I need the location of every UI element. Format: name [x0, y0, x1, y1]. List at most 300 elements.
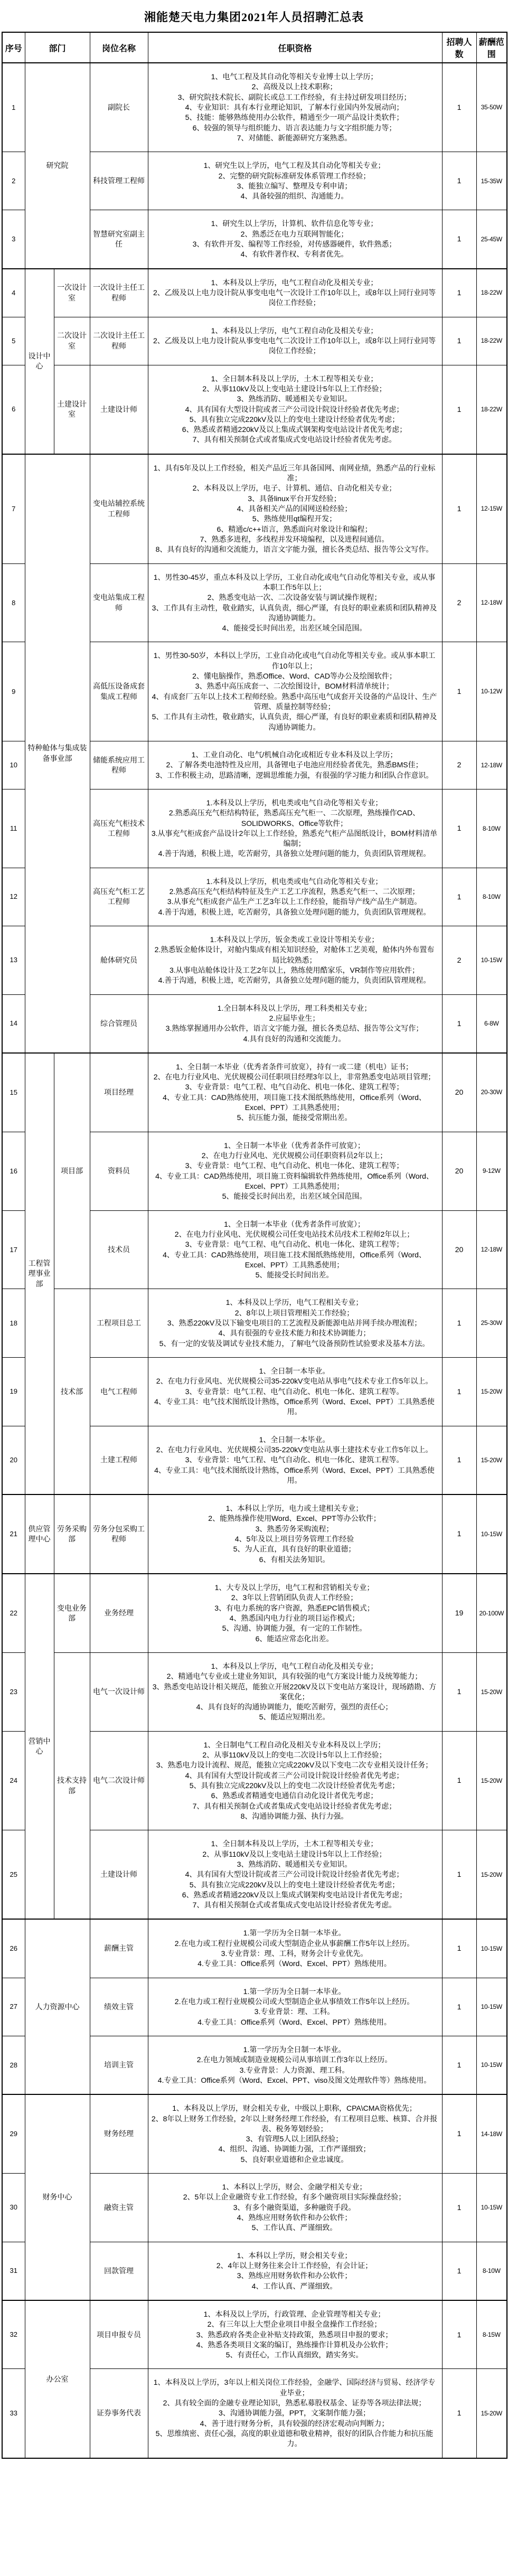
qualification-item: 5、能适应短期出差。: [259, 1713, 330, 1722]
header-salary: 薪酬范围: [476, 32, 507, 63]
qualifications-cell: [148, 454, 442, 563]
headcount-cell: 1: [442, 152, 476, 210]
salary-cell: 15-20W: [476, 1652, 507, 1731]
qualification-item: 1、全日制一本毕业（优秀者条件可放宽）；: [224, 1219, 365, 1228]
row-number: 23: [2, 1652, 25, 1731]
qualifications-cell: [148, 1652, 442, 1731]
qualification-item: 1、本科及以上学历，电气工程自动化及相关专业；: [211, 326, 378, 335]
qualification-item: 3、熟练消防、暖通相关专业知识。: [237, 394, 352, 403]
qualification-item: 3、熟悉政府各类企业补贴支持政策，熟悉项目申报的要求；: [196, 2330, 393, 2339]
sub-department-cell: 项目部: [54, 1053, 90, 1289]
headcount-cell: 2: [442, 741, 476, 789]
qualification-item: 4、工作认真、严谨细致。: [251, 2281, 337, 2290]
salary-cell: 18-22W: [476, 269, 507, 317]
header-position: 岗位名称: [90, 32, 148, 63]
salary-cell: 15-20W: [476, 2369, 507, 2458]
qualification-item: 4.专业工具：Office系列（Word、Excel、PPT、viso及图文处理软件等）熟练使用。: [157, 2075, 431, 2084]
header-row: [2, 32, 507, 63]
salary-cell: 15-20W: [476, 1426, 507, 1494]
position-cell: 项目申报专员: [90, 2300, 148, 2369]
row-number: 11: [2, 789, 25, 868]
qualification-item: 3、专业背景：电气工程、电气自动化、机电一体化、建筑工程等。: [185, 1387, 404, 1396]
table-row: [2, 2094, 507, 2173]
qualification-item: 3、熟悉220kV及以下输变电项目的工艺流程及新能源电站并网手续办理流程；: [167, 1319, 422, 1328]
headcount-cell: 1: [442, 1830, 476, 1920]
qualification-item: 2、熟悉泛在电力互联网智能化；: [240, 229, 349, 238]
salary-cell: 8-10W: [476, 2242, 507, 2300]
qualification-item: 2、高级及以上技术职称；: [251, 82, 337, 91]
salary-cell: 10-15W: [476, 2174, 507, 2242]
sub-department-cell: 土建设计室: [54, 365, 90, 454]
qualification-item: 2、能熟练操作使用Word、Excel、PPT等办公软件；: [208, 1514, 381, 1523]
salary-cell: 10-12W: [476, 642, 507, 741]
headcount-cell: 1: [442, 2300, 476, 2369]
position-cell: 电气工程师: [90, 1358, 148, 1426]
qualification-item: 1、男性30-45岁，重点本科及以上学历，工业自动化或电气自动化等相关专业，或从事本职工作5年以上；: [153, 572, 436, 591]
row-number: 6: [2, 365, 25, 454]
qualification-item: 4、5年及以上项目劳务管理工作经验: [234, 1535, 354, 1544]
position-cell: 融资主管: [90, 2174, 148, 2242]
department-cell: 研究院: [25, 63, 90, 269]
qualifications-cell: [148, 642, 442, 741]
salary-cell: 8-15W: [476, 2300, 507, 2369]
qualification-item: 8、具有良好的沟通和交流能力，语言文字能力强，擅长各类总结、报告等公文写作。: [155, 545, 434, 554]
qualification-item: 6、熟悉或者精通变电通信自动化设计者优先考虑；: [211, 1791, 378, 1800]
position-cell: 项目经理: [90, 1053, 148, 1132]
qualification-item: 3、熟练应用财务软件和办公软件；: [237, 2271, 352, 2280]
qualification-item: 3、熟悉电力设计流程、规范，能独立完成220kV及以下变电二次专业相关设计任务；: [156, 1761, 433, 1770]
qualifications-cell: [148, 741, 442, 789]
row-number: 2: [2, 152, 25, 210]
position-cell: 绩效主管: [90, 1978, 148, 2036]
qualification-item: 1、全日制一本毕业。: [259, 1435, 330, 1444]
row-number: 16: [2, 1132, 25, 1210]
salary-cell: 12-18W: [476, 1210, 507, 1289]
qualification-item: 3、工作积极主动，思路清晰，逻辑思维能力强，有很强的学习能力和团队合作意识。: [155, 770, 434, 779]
qualification-item: 2、在电力行业风电、光伏规模公司任变电站技术员/技术工程师2年以上；: [174, 1229, 415, 1238]
qualification-item: 2、具有较全面的金融专业理论知识，熟悉私募股权基金、证券等各项法律法规；: [163, 2399, 426, 2408]
qualification-item: 3.专业背景：理、工科。: [254, 2007, 335, 2016]
qualification-item: 4、专业工具：电气技术图纸设计熟练，Office系列（Word、Excel、PPT）工具熟悉使用。: [154, 1397, 435, 1416]
qualifications-cell: [148, 1494, 442, 1574]
qualification-item: 3、有软件开发、编程等工作经验，对传感器硬件，软件熟悉；: [192, 240, 397, 249]
salary-cell: 14-18W: [476, 2094, 507, 2173]
salary-cell: 20-100W: [476, 1574, 507, 1652]
qualification-item: 3.从事充气柜成套产品设计2年以上工作经验，熟悉充气柜产品图纸设计，BOM材料清单编制；: [151, 829, 438, 848]
headcount-cell: 1: [442, 1358, 476, 1426]
qualification-item: 4、专业工具：CAD熟练使用，项目施工技术图纸熟练使用，Office系列（Word、Excel、PPT）工具熟悉使用；: [163, 1093, 426, 1112]
qualification-item: 5、具有独立完成220kV及以上的变电土建设计经验者优先考虑；: [189, 415, 400, 424]
row-number: 4: [2, 269, 25, 317]
qualifications-cell: [148, 2174, 442, 2242]
position-cell: 科技管理工程师: [90, 152, 148, 210]
salary-cell: 9-12W: [476, 1132, 507, 1210]
header-headcount: 招聘人数: [442, 32, 476, 63]
salary-cell: 18-22W: [476, 317, 507, 365]
department-cell: 供应管理中心: [25, 1494, 54, 1574]
qualifications-cell: [148, 317, 442, 365]
headcount-cell: 2: [442, 563, 476, 642]
qualifications-cell: [148, 2369, 442, 2458]
headcount-cell: 20: [442, 1210, 476, 1289]
qualification-item: 2、5年以上企业融资专业工作经验，有多个融资项目实际操盘经验；: [183, 2193, 406, 2202]
qualification-item: 7、对储能、新能源研究方案熟悉。: [237, 133, 352, 142]
qualification-item: 5、技能：能够熟练使用办公软件，精通至少一项产品设计类软件；: [185, 113, 404, 122]
qualifications-cell: [148, 994, 442, 1053]
qualification-item: 4、具有国有大型设计院或者三产公司设计院设计经验者优先考虑；: [185, 405, 404, 413]
qualification-item: 2、完整的研究院标准研发体系管理工作经验；: [218, 171, 371, 180]
qualification-item: 7、具有相关预制仓式或者集成式变电站设计经验者优先考虑。: [192, 435, 397, 444]
qualification-item: 3.专业背景：理、工科，财务会计专业优先。: [221, 1949, 368, 1958]
qualifications-cell: [148, 1978, 442, 2036]
qualification-item: 1、全日制电气工程自动化及相关专业本科及以上学历；: [203, 1740, 385, 1749]
headcount-cell: 1: [442, 642, 476, 741]
qualifications-cell: [148, 2094, 442, 2173]
qualification-item: 6、熟悉或者精通220kV及以上集成式钢架构变电站设计者优先考虑；: [182, 1890, 407, 1899]
table-row: [2, 1289, 507, 1358]
qualification-item: 1、本科及以上学历，财会相关专业，中级以上职称，CPA\CMA资格优先；: [172, 2104, 417, 2113]
qualification-item: 6、精通c/c++语言，熟悉面向对象设计和编程；: [217, 524, 372, 533]
qualification-item: 1、全日制一本毕业。: [259, 1367, 330, 1375]
qualification-item: 1.第一学历为全日制一本毕业。: [243, 1987, 346, 1996]
qualification-item: 3.专业背景：人力资源、理工科。: [239, 2065, 350, 2074]
qualification-item: 5、良好职业道德和企业忠诚度。: [240, 2155, 349, 2164]
qualifications-cell: [148, 1132, 442, 1210]
qualification-item: 3.从事充气柜成套产品生产工艺3年以上工作经验，能指导产线产品生产制造。: [167, 897, 422, 906]
table-row: [2, 1053, 507, 1132]
qualifications-cell: [148, 1053, 442, 1132]
qualifications-cell: [148, 563, 442, 642]
qualification-item: 3、有电力系统的客户资源，熟悉EPC销售模式；: [214, 1603, 374, 1612]
qualification-item: 2、熟悉变电站一次、二次设备安装与调试操作规程；: [207, 593, 382, 602]
department-cell: 工程管理事业部: [25, 1053, 54, 1494]
qualification-item: 4、具有国有大型设计院或者三产公司设计院设计经验者优先考虑；: [185, 1771, 404, 1780]
headcount-cell: 1: [442, 2094, 476, 2173]
qualification-item: 2.应届毕业生；: [269, 1013, 320, 1022]
department-cell: 财务中心: [25, 2094, 90, 2300]
qualification-item: 2、从事110kV及以上变电站土建设计5年以上工作经验；: [202, 1849, 387, 1858]
qualification-item: 1、本科以上学历，财会相关专业；: [237, 2251, 352, 2260]
qualification-item: 2、8年以上项目管理相关工作经验；: [234, 1308, 354, 1317]
qualification-item: 2.在电力或工程行业规模公司或大型制造企业从事薪酬工作5年以上经历。: [174, 1939, 415, 1948]
qualification-item: 1、研究生以上学历，电气工程及其自动化等相关专业；: [203, 161, 385, 170]
qualifications-cell: [148, 1358, 442, 1426]
headcount-cell: 1: [442, 63, 476, 152]
position-cell: 综合管理员: [90, 994, 148, 1053]
qualification-item: 1、男性30-50岁，本科以上学历，工业自动化或电气自动化等相关专业。或从事本职工作10年以上；: [153, 651, 436, 670]
table-row: [2, 1494, 507, 1574]
position-cell: 技术员: [90, 1210, 148, 1289]
qualification-item: 4、具备较强的组织、沟通能力。: [240, 192, 349, 201]
qualification-item: 1、大专及以上学历，电气工程和营销相关专业；: [214, 1583, 374, 1592]
salary-cell: 35-50W: [476, 63, 507, 152]
department-cell: 特种舱体与集成装备事业部: [25, 454, 90, 1053]
qualification-item: 3、熟练消防、暖通相关专业知识。: [237, 1859, 352, 1868]
qualification-item: 6、能适应常态化出差。: [255, 1634, 334, 1643]
qualification-item: 1.本科及以上学历，机电类或电气自动化等相关专业；: [206, 798, 383, 807]
sub-department-cell: 变电业务部: [54, 1574, 90, 1652]
qualification-item: 1、本科以上学历，财会、金融学相关专业；: [222, 2183, 367, 2192]
qualification-item: 4.专业工具：Office系列（Word、Excel、PPT）熟练使用。: [197, 2017, 391, 2026]
salary-cell: 10-15W: [476, 926, 507, 995]
headcount-cell: 1: [442, 2369, 476, 2458]
qualification-item: 4.善于沟通，积极上进，吃苦耐劳，具备独立处理问题的能力，负责团队管理规程。: [158, 976, 431, 985]
position-cell: 工程项目总工: [90, 1289, 148, 1358]
qualification-item: 1、全日制一本毕业（优秀者条件可放宽），持有一或二建（机电）证书；: [176, 1062, 413, 1071]
qualifications-cell: [148, 789, 442, 868]
qualification-item: 1.本科及以上学历，钣金类或工业设计等相关专业；: [210, 935, 379, 944]
qualification-item: 5、具有独立完成220kV及以上的变电土建设计经验者优先考虑；: [189, 1880, 400, 1889]
recruitment-table-body: [2, 63, 507, 2458]
row-number: 33: [2, 2369, 25, 2458]
qualification-item: 2、在电力行业风电、光伏规模公司任职项目经理3年以上，非常熟悉变电站项目管理；: [153, 1073, 436, 1082]
row-number: 13: [2, 926, 25, 995]
headcount-cell: 1: [442, 1731, 476, 1830]
position-cell: 资料员: [90, 1132, 148, 1210]
qualification-item: 1.全日制本科及以上学历，理工科类相关专业；: [217, 1003, 372, 1012]
qualification-item: 4.专业工具：Office系列（Word、Excel、PPT）熟练使用。: [197, 1959, 391, 1968]
qualification-item: 2、了解各类电池特性及应用，具备锂电子电池应用经验者优先，熟悉BMS佳；: [166, 760, 423, 769]
headcount-cell: 1: [442, 1289, 476, 1358]
qualifications-cell: [148, 2036, 442, 2094]
qualification-item: 2.熟悉高压充气柜结构特征，熟悉高压充气柜一、二次原理，熟练操作CAD、SOLIDWORKS、Office等软件；: [168, 808, 420, 828]
qualification-item: 1、本科及以上学历，电气工程自动化及相关专业；: [211, 1661, 378, 1670]
qualification-item: 3、专业背景：电气工程、电气自动化、机电一体化、建筑工程等；: [185, 1240, 404, 1249]
qualifications-cell: [148, 1919, 442, 1978]
row-number: 10: [2, 741, 25, 789]
qualification-item: 2、4年以上财务往来会计工作经验，有会计证；: [216, 2261, 373, 2270]
qualification-item: 5、熟练使用qt编程开发；: [252, 514, 337, 523]
headcount-cell: 1: [442, 365, 476, 454]
row-number: 31: [2, 2242, 25, 2300]
qualification-item: 4、专业工具：电气技术图纸设计熟练，Office系列（Word、Excel、PPT）工具熟悉使用。: [154, 1465, 435, 1484]
sub-department-cell: 一次设计室: [54, 269, 90, 317]
qualification-item: 4、专业工具：CAD熟练使用，项目施工资料编辑软件熟练使用，Office系列（Word、Excel、PPT）工具熟悉使用；: [155, 1171, 434, 1190]
qualification-item: 5、沟通、协调能力强，有一定的工作韧性。: [222, 1624, 367, 1633]
qualification-item: 3、具备linux平台开发经验；: [248, 494, 341, 503]
qualification-item: 5、工作认真、严谨细致。: [251, 2223, 337, 2232]
qualification-item: 4、具有很强的专业技术能力和技术协调能力；: [218, 1329, 371, 1338]
headcount-cell: 1: [442, 1919, 476, 1978]
position-cell: 高压充气柜工艺工程师: [90, 868, 148, 926]
position-cell: 土建设计师: [90, 1830, 148, 1920]
row-number: 29: [2, 2094, 25, 2173]
page-title: 湘能楚天电力集团2021年人员招聘汇总表: [144, 11, 364, 24]
qualifications-cell: [148, 1731, 442, 1830]
qualification-item: 2.在电力领域或制造业规模公司从事培训工作3年以上经历。: [196, 2055, 392, 2064]
qualifications-cell: [148, 868, 442, 926]
qualification-item: 5、能接受长时间出差。: [255, 1271, 334, 1280]
salary-cell: 15-20W: [476, 1358, 507, 1426]
qualification-item: 2、从事110kV及以上的变电二次设计5年以上工作经验；: [202, 1751, 387, 1760]
position-cell: 回款管理: [90, 2242, 148, 2300]
qualification-item: 1、工业自动化、电气/机械自动化或相近专业本科及以上学历；: [191, 750, 398, 759]
salary-cell: 25-45W: [476, 210, 507, 269]
department-cell: 设计中心: [25, 269, 54, 454]
qualification-item: 1、本科以上学历，电力或土建相关专业；: [225, 1504, 363, 1513]
qualifications-cell: [148, 1426, 442, 1494]
row-number: 21: [2, 1494, 25, 1574]
qualifications-cell: [148, 926, 442, 995]
qualification-item: 4、熟悉国内电力行业的项目运作模式；: [229, 1613, 360, 1622]
position-cell: 智慧研究室副主任: [90, 210, 148, 269]
qualification-item: 4、能接受长时间出差，出差区域全国范围。: [222, 624, 367, 633]
table-row: [2, 1919, 507, 1978]
qualifications-cell: [148, 210, 442, 269]
qualification-item: 2、在电力行业风电、光伏规模公司任职资料员2年以上；: [201, 1151, 388, 1160]
headcount-cell: 1: [442, 1426, 476, 1494]
qualification-item: 3.从事电站舱体设计及工艺2年以上，熟练使用酷家乐，VR制作等应用软件；: [170, 965, 419, 974]
headcount-cell: 20: [442, 1132, 476, 1210]
qualification-item: 5、抗压能力强，能接受常期出差。: [237, 1113, 352, 1122]
qualification-item: 2、3年以上营销团队负责人工作经验；: [231, 1593, 358, 1602]
department-cell: 人力资源中心: [25, 1919, 90, 2094]
qualification-item: 3、熟悉中高压成套一、二次绘图设计，BOM材料清单统计；: [195, 682, 394, 691]
row-number: 27: [2, 1978, 25, 2036]
qualification-item: 6、有相关法务知识。: [259, 1555, 330, 1564]
qualification-item: 2.熟悉钣金舱体设计，对舱内集成有相关知识经验，对舱体工艺美观，舱体内外布置布局比较熟悉；: [154, 945, 435, 964]
position-cell: 高压充气柜技术工程师: [90, 789, 148, 868]
row-number: 8: [2, 563, 25, 642]
salary-cell: 12-15W: [476, 454, 507, 563]
qualification-item: 4.善于沟通，积极上进，吃苦耐劳，具备独立处理问题的能力，负责团队管理规程。: [158, 907, 431, 916]
row-number: 25: [2, 1830, 25, 1920]
qualification-item: 3、工作具有主动性，敬业踏实，认真负责，细心严谨，有良好的职业素质和团队精神及沟通协调能力。: [152, 603, 437, 622]
qualification-item: 5、具有独立完成220kV及以上的变电二次设计经验者优先考虑；: [189, 1781, 400, 1790]
qualifications-cell: [148, 152, 442, 210]
table-row: [2, 365, 507, 454]
qualification-item: 4、具备相关产品的国网送检经验；: [237, 504, 352, 513]
qualification-item: 4、组织、沟通、协调能力强，工作严谨细致；: [218, 2145, 371, 2154]
table-row: [2, 63, 507, 152]
qualification-item: 5、有一定的安装及调试专业技术能力，了解电气设备预防性试验要求及基本方法。: [159, 1339, 430, 1348]
position-cell: 证券事务代表: [90, 2369, 148, 2458]
salary-cell: 15-20W: [476, 1830, 507, 1920]
qualifications-cell: [148, 1830, 442, 1920]
row-number: 9: [2, 642, 25, 741]
department-cell: 营销中心: [25, 1574, 54, 1919]
qualification-item: 1.本科及以上学历，机电类或电气自动化等相关专业；: [206, 877, 383, 886]
qualification-item: 1、本科及以上学历，电气工程自动化及相关专业；: [211, 278, 378, 287]
salary-cell: 8-10W: [476, 789, 507, 868]
qualification-item: 4、熟练应用财务软件和办公软件；: [237, 2213, 352, 2222]
headcount-cell: 1: [442, 2174, 476, 2242]
position-cell: 电气一次设计师: [90, 1652, 148, 1731]
qualification-item: 4、熟悉各类项目文案的编订，熟练操作计算机及办公软件；: [196, 2340, 393, 2349]
row-number: 22: [2, 1574, 25, 1652]
salary-cell: 12-18W: [476, 563, 507, 642]
salary-cell: 10-15W: [476, 1494, 507, 1574]
qualification-item: 7、熟悉多进程，多线程并发环境编程，以及进程间通信。: [200, 534, 389, 543]
qualification-item: 3、专业背景：电气工程、电气自动化、机电一体化、建筑工程等。: [185, 1455, 404, 1464]
qualification-item: 2、有三年以上大型企业项目申报全盘操作工作经验；: [207, 2320, 382, 2329]
position-cell: 薪酬主管: [90, 1919, 148, 1978]
qualifications-cell: [148, 1210, 442, 1289]
salary-cell: 15-20W: [476, 1731, 507, 1830]
salary-cell: 8-10W: [476, 868, 507, 926]
row-number: 24: [2, 1731, 25, 1830]
salary-cell: 12-18W: [476, 741, 507, 789]
qualification-item: 1.第一学历为全日制一本毕业。: [243, 1929, 346, 1938]
header-qualifications: 任职资格: [148, 32, 442, 63]
headcount-cell: 1: [442, 317, 476, 365]
qualification-item: 5、思维缜密、责任心强，高度的职业道德和敬业精神，很好的团队合作能力和抗压能力。: [155, 2429, 434, 2448]
qualifications-cell: [148, 1289, 442, 1358]
qualification-item: 4、具有良好的沟通协调能力，能吃苦耐劳，强烈的责任心；: [196, 1703, 393, 1712]
row-number: 19: [2, 1358, 25, 1426]
position-cell: 变电站集成工程师: [90, 563, 148, 642]
qualification-item: 3、熟悉劳务采购流程；: [255, 1524, 334, 1533]
qualification-item: 5、有责任心，工作认真细致，踏实务实。: [225, 2351, 363, 2359]
qualification-item: 1、本科及以上学历，3年以上相关岗位工作经验，金融学、国际经济与贸易、经济学专业毕业；: [153, 2378, 436, 2397]
headcount-cell: 1: [442, 2036, 476, 2094]
row-number: 26: [2, 1919, 25, 1978]
qualification-item: 5、能接受长时间出差，出差区域全国范围。: [222, 1192, 367, 1201]
recruitment-table: [2, 32, 507, 2459]
qualification-item: 4、具有国有大型设计院或者三产公司设计院设计经验者优先考虑；: [185, 1870, 404, 1879]
qualification-item: 1、全日制本科及以上学历，土木工程等相关专业；: [211, 1839, 378, 1848]
qualifications-cell: [148, 365, 442, 454]
headcount-cell: 1: [442, 1652, 476, 1731]
qualifications-cell: [148, 2300, 442, 2369]
header-no: 序号: [2, 32, 25, 63]
headcount-cell: 1: [442, 210, 476, 269]
row-number: 12: [2, 868, 25, 926]
qualification-item: 6、较强的领导与组织能力、语言表达能力与文字组织能力等；: [192, 123, 397, 132]
qualification-item: 3、沟通协调能力强，PPT，文案制作能力强；: [219, 2409, 371, 2418]
qualification-item: 3、能独立编写、整理及专利申请；: [237, 181, 352, 190]
department-cell: 办公室: [25, 2300, 90, 2458]
qualification-item: 2、8年以上财务工作经验，2年以上财务经理工作经验，有工程项目总账、核算、合并报表、税务筹划经验；: [151, 2114, 438, 2133]
headcount-cell: 1: [442, 2242, 476, 2300]
salary-cell: 10-15W: [476, 2036, 507, 2094]
row-number: 14: [2, 994, 25, 1053]
qualifications-cell: [148, 269, 442, 317]
headcount-cell: 2: [442, 926, 476, 995]
qualifications-cell: [148, 63, 442, 152]
salary-cell: 10-15W: [476, 1978, 507, 2036]
salary-cell: 10-15W: [476, 1919, 507, 1978]
qualification-item: 4.具有良好的沟通和交流能力。: [243, 1034, 346, 1043]
qualification-item: 2.在电力或工程行业规模公司或大型制造企业从事绩效工作5年以上经历。: [174, 1997, 415, 2006]
qualification-item: 3、熟悉变电站设计相关规范，能独立开展220kV及以下变电站方案设计，现场踏勘、方案优化；: [152, 1682, 437, 1701]
qualification-item: 8、沟通协调能力强、执行力强。: [240, 1811, 349, 1820]
qualification-item: 1、具有5年及以上工作经验，相关产品近三年具备国网、南网业绩，熟悉产品的行业标准；: [153, 463, 436, 483]
row-number: 1: [2, 63, 25, 152]
position-cell: 高低压设备成套集成工程师: [90, 642, 148, 741]
table-row: [2, 269, 507, 317]
headcount-cell: 19: [442, 1574, 476, 1652]
qualifications-cell: [148, 2242, 442, 2300]
table-row: [2, 1574, 507, 1652]
headcount-cell: 1: [442, 994, 476, 1053]
row-number: 30: [2, 2174, 25, 2242]
qualification-item: 4、有成套厂五年以上技术工程师经验。熟悉中高压电气成套开关设备的产品设计、生产管理、质量控制等经验；: [152, 692, 437, 711]
qualification-item: 3、专业背景：电气工程、电气自动化、机电一体化、建筑工程等；: [185, 1083, 404, 1092]
headcount-cell: 1: [442, 1494, 476, 1574]
qualification-item: 1.第一学历为全日制一本毕业。: [243, 2045, 346, 2054]
row-number: 7: [2, 454, 25, 563]
sub-department-cell: 二次设计室: [54, 317, 90, 365]
qualification-item: 2、在电力行业风电、光伏规模公司35-220kV变电站从事土建技术专业工作5年以上。: [156, 1445, 433, 1454]
qualification-item: 2、在电力行业风电、光伏规模公司35-220kV变电站从事电气技术专业工作5年以上。: [156, 1377, 433, 1386]
table-row: [2, 2300, 507, 2369]
headcount-cell: 1: [442, 1978, 476, 2036]
qualification-item: 1、本科及以上学历，行政管理、企业管理等相关专业；: [203, 2309, 385, 2318]
qualification-item: 4、专业知识：具有本行业理论知识，了解本行业国内外发展动向；: [185, 102, 404, 111]
qualifications-cell: [148, 1574, 442, 1652]
qualification-item: 3、有管理5人以上团队经验；: [246, 2135, 343, 2143]
